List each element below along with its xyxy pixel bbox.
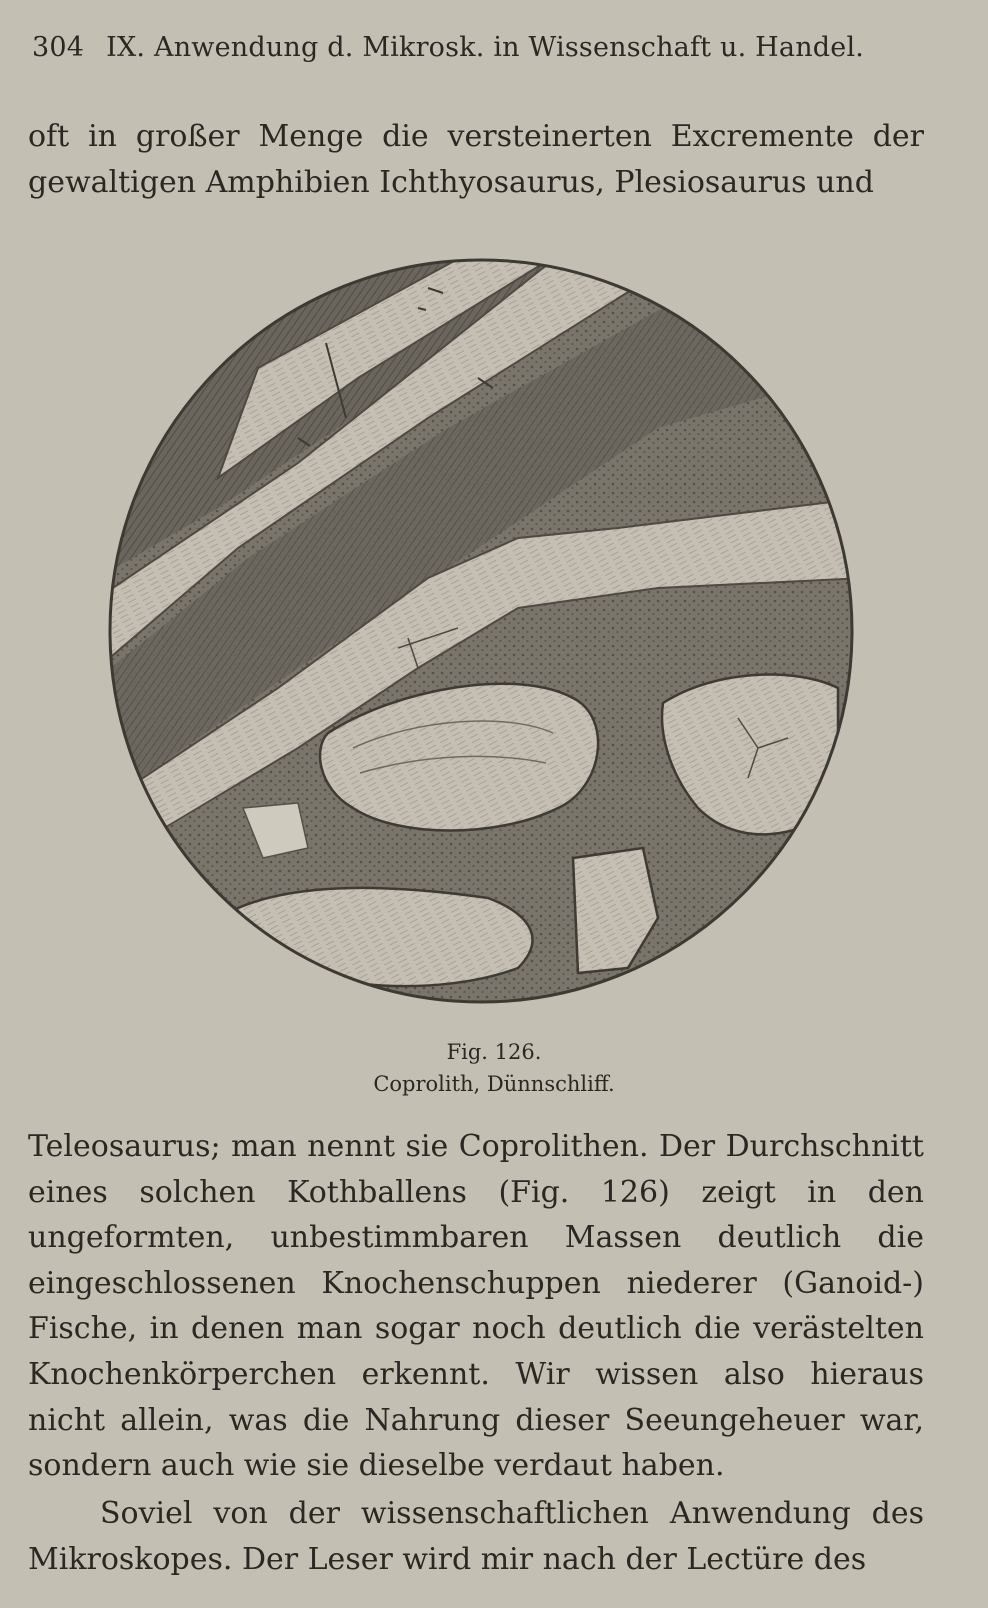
paragraph-3: Soviel von der wissenschaftlichen Anwendung des Mikroskopes. Der Leser wird mir nach der Lectüre des [28,1496,924,1577]
coprolite-micrograph [98,248,864,1014]
paragraph-2: Teleosaurus; man nennt sie Coprolithen. Der Durchschnitt eines solchen Kothballens (Fig. 126) zeigt in den ungeformten, unbestimmbaren Massen deutlich die eingeschlossenen Knochenschuppen niederer (Ganoid-) Fische, in denen man sogar noch deutlich die verästelten Knochenkörperchen erkennt. Wir wissen also hieraus nicht allein, was die Nahrung dieser Seeungeheuer war, sondern auch wie sie dieselbe verdaut haben. [28,1129,924,1484]
figure-caption: Coprolith, Dünnschliff. [373,1072,615,1096]
page-number: 304 [32,32,85,63]
paragraph-1: oft in großer Menge die versteinerten Excremente der gewaltigen Amphibien Ichthyosaurus, Plesiosaurus und [28,119,924,200]
running-title: IX. Anwendung d. Mikrosk. in Wissenschaft u. Handel. [106,32,865,63]
micrograph-illustration [98,248,864,1014]
figure-number: Fig. 126. [446,1040,542,1064]
running-header [32,32,912,63]
